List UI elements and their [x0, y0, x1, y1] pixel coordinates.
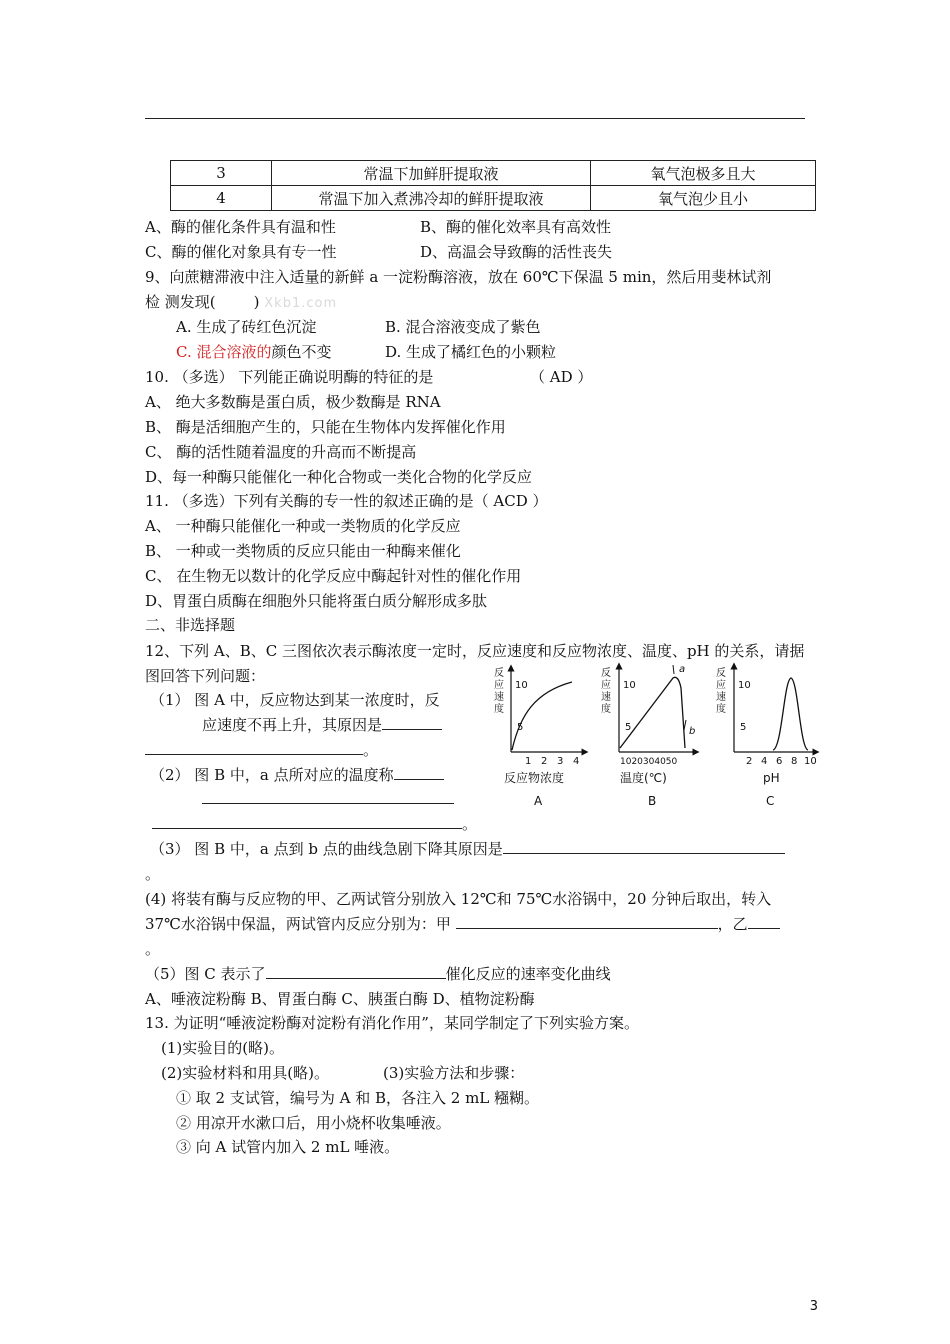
q12-part1: （1） 图 A 中，反应物达到某一浓度时，反 — [150, 691, 440, 709]
x-tick-label: 4 — [573, 756, 580, 767]
y-label-char: 速 — [716, 692, 726, 703]
q13-step1: (1)实验目的(略)。 — [161, 1039, 284, 1057]
y-label-char: 度 — [601, 704, 611, 715]
q12-part2-line2 — [202, 789, 454, 809]
page-number: 3 — [809, 1299, 818, 1314]
q9-option-b: B. 混合溶液变成了紫色 — [385, 318, 541, 336]
q12-part2 — [150, 765, 444, 785]
table-cell: 4 — [171, 186, 272, 211]
answer-blank[interactable] — [382, 715, 442, 730]
q12-part4-b: ，乙 — [717, 915, 748, 933]
experiment-table — [170, 160, 816, 211]
figure-letter: C — [766, 794, 775, 808]
q10-answer: （ AD ） — [530, 368, 593, 386]
x-tick-label: 2 — [541, 756, 548, 767]
y-label-char: 度 — [716, 704, 726, 715]
q12-part5 — [145, 964, 611, 984]
q12-part1-line3 — [145, 740, 378, 760]
curve-c — [773, 678, 808, 750]
q12-stem-2: 图回答下列问题： — [145, 667, 266, 685]
q12-part5-options: A、唾液淀粉酶 B、胃蛋白酶 C、胰蛋白酶 D、植物淀粉酶 — [145, 990, 535, 1008]
q10-option-a: A、 绝大多数酶是蛋白质，极少数酶是 RNA — [145, 393, 441, 411]
q12-part5-rest: 催化反应的速率变化曲线 — [445, 965, 611, 983]
table-cell: 常温下加鲜肝提取液 — [272, 161, 591, 186]
q8-option-b: B、酶的催化效率具有高效性 — [420, 218, 612, 236]
pointer-b — [684, 720, 686, 730]
q11-option-d: D、胃蛋白质酶在细胞外只能将蛋白质分解形成多肽 — [145, 592, 488, 610]
figure-letter: B — [648, 794, 657, 808]
q12-part2-line3 — [152, 814, 477, 834]
q12-part2-text: （2） 图 B 中，a 点所对应的温度称 — [150, 766, 394, 784]
x-tick-label: 2 — [746, 756, 753, 767]
y-label-char: 应 — [601, 680, 611, 691]
answer-blank[interactable] — [394, 765, 444, 780]
x-axis-caption: pH — [763, 771, 780, 785]
y-label-char: 反 — [716, 668, 726, 679]
y-tick-label: 10 — [738, 680, 751, 691]
q11-option-b: B、 一种或一类物质的反应只能由一种酶来催化 — [145, 542, 461, 560]
q9-option-c-highlight: C. 混合溶液的 — [176, 343, 272, 361]
y-label-char: 应 — [494, 680, 504, 691]
q12-part3 — [150, 839, 785, 859]
q8-option-c: C、酶的催化对象具有专一性 — [145, 243, 337, 261]
y-label-char: 度 — [494, 704, 504, 715]
q12-stem: 12、下列 A、B、C 三图依次表示酶浓度一定时，反应速度和反应物浓度、温度、pH 的关系，请据 — [145, 642, 805, 660]
y-label-char: 反 — [494, 668, 504, 679]
q9-stem-close: ) — [253, 293, 260, 311]
y-tick-label: 5 — [740, 722, 747, 733]
table-cell: 3 — [171, 161, 272, 186]
enzyme-rate-figures — [490, 660, 820, 810]
table-row — [171, 161, 816, 186]
figure-b — [601, 664, 696, 808]
y-label-char: 应 — [716, 680, 726, 691]
y-tick-label: 10 — [515, 680, 528, 691]
q8-option-d: D、高温会导致酶的活性丧失 — [420, 243, 613, 261]
q10-stem: 10. （多选） 下列能正确说明酶的特征的是 — [145, 368, 434, 386]
q9-stem: 9、向蔗糖滞液中注入适量的新鲜 a 一淀粉酶溶液，放在 60℃下保温 5 min，然后用斐林试剂 — [145, 268, 772, 286]
point-b-label: b — [689, 726, 696, 737]
q13-step3: (3)实验方法和步骤： — [383, 1064, 525, 1082]
q12-part3-end: 。 — [145, 865, 161, 883]
x-tick-label: 1 — [525, 756, 532, 767]
y-tick-label: 5 — [517, 722, 524, 733]
answer-blank[interactable] — [202, 789, 454, 804]
q9-stem-text: 检 测发现( — [145, 293, 216, 311]
figure-letter: A — [534, 794, 543, 808]
answer-blank[interactable] — [266, 964, 446, 979]
q10-option-c: C、 酶的活性随着温度的升高而不断提高 — [145, 443, 417, 461]
x-tick-label: 10 — [804, 756, 817, 767]
figure-c — [716, 666, 817, 808]
q12-part4-text: 37℃水浴锅中保温，两试管内反应分别为：甲 — [145, 915, 451, 933]
x-tick-labels: 1020304050 — [620, 757, 678, 767]
x-axis-caption: 反应物浓度 — [504, 771, 565, 785]
q8-option-a: A、酶的催化条件具有温和性 — [145, 218, 336, 236]
q11-option-a: A、 一种酶只能催化一种或一类物质的化学反应 — [145, 517, 461, 535]
q12-part1-end: 。 — [363, 741, 379, 759]
q12-part4: (4) 将装有酶与反应物的甲、乙两试管分别放入 12℃和 75℃水浴锅中，20 分钟后取出，转入 — [145, 890, 772, 908]
header-rule — [145, 118, 805, 119]
x-tick-label: 8 — [791, 756, 798, 767]
q9-stem-2 — [145, 292, 337, 314]
x-tick-label: 6 — [776, 756, 783, 767]
q13-substep-1: ① 取 2 支试管，编号为 A 和 B，各注入 2 mL 糨糊。 — [176, 1089, 540, 1107]
y-label-char: 速 — [494, 692, 504, 703]
section-heading: 二、非选择题 — [145, 616, 236, 634]
answer-blank[interactable] — [503, 839, 785, 854]
table-cell: 氧气泡极多且大 — [591, 161, 816, 186]
y-tick-label: 10 — [623, 680, 636, 691]
q12-part4-end: 。 — [145, 940, 161, 958]
table-row — [171, 186, 816, 211]
q9-option-d: D. 生成了橘红色的小颗粒 — [385, 343, 557, 361]
q10-option-b: B、 酶是活细胞产生的，只能在生物体内发挥催化作用 — [145, 418, 506, 436]
answer-blank[interactable] — [456, 914, 718, 929]
q13-substep-2: ② 用凉开水漱口后，用小烧杯收集唾液。 — [176, 1114, 451, 1132]
q12-part5-text: （5）图 C 表示了 — [145, 965, 266, 983]
y-tick-label: 5 — [625, 722, 632, 733]
q11-stem: 11. （多选）下列有关酶的专一性的叙述正确的是（ ACD ） — [145, 492, 548, 510]
x-tick-label: 3 — [557, 756, 564, 767]
x-tick-label: 4 — [761, 756, 768, 767]
x-axis-caption: 温度(℃) — [620, 771, 667, 785]
pointer-a — [673, 665, 674, 674]
q12-part1-line2 — [202, 715, 442, 735]
point-a-label: a — [679, 664, 686, 675]
y-label-char: 速 — [601, 692, 611, 703]
curve-a — [512, 682, 572, 750]
q11-option-c: C、 在生物无以数计的化学反应中酶起针对性的催化作用 — [145, 567, 522, 585]
y-label-char: 反 — [601, 668, 611, 679]
table-cell: 氧气泡少且小 — [591, 186, 816, 211]
q10-option-d: D、每一种酶只能催化一种化合物或一类化合物的化学反应 — [145, 468, 533, 486]
answer-blank[interactable] — [748, 914, 780, 929]
q9-option-c-rest: 颜色不变 — [271, 343, 332, 361]
q9-option-a: A. 生成了砖红色沉淀 — [176, 318, 317, 336]
q9-option-c — [176, 342, 332, 362]
q12-part1-text: 应速度不再上升，其原因是 — [202, 716, 383, 734]
q12-part2-end: 。 — [462, 815, 478, 833]
q12-part3-text: （3） 图 B 中，a 点到 b 点的曲线急剧下降其原因是 — [150, 840, 503, 858]
q13-stem: 13. 为证明“唾液淀粉酶对淀粉有消化作用”，某同学制定了下列实验方案。 — [145, 1014, 639, 1032]
answer-blank[interactable] — [152, 814, 462, 829]
figure-a — [494, 666, 585, 808]
watermark: Xkb1.com — [264, 296, 338, 311]
q13-step2: (2)实验材料和用具(略)。 — [161, 1064, 329, 1082]
q13-substep-3: ③ 向 A 试管内加入 2 mL 唾液。 — [176, 1138, 400, 1156]
answer-blank[interactable] — [145, 740, 363, 755]
q12-part4-line2 — [145, 914, 780, 934]
table-cell: 常温下加入煮沸冷却的鲜肝提取液 — [272, 186, 591, 211]
